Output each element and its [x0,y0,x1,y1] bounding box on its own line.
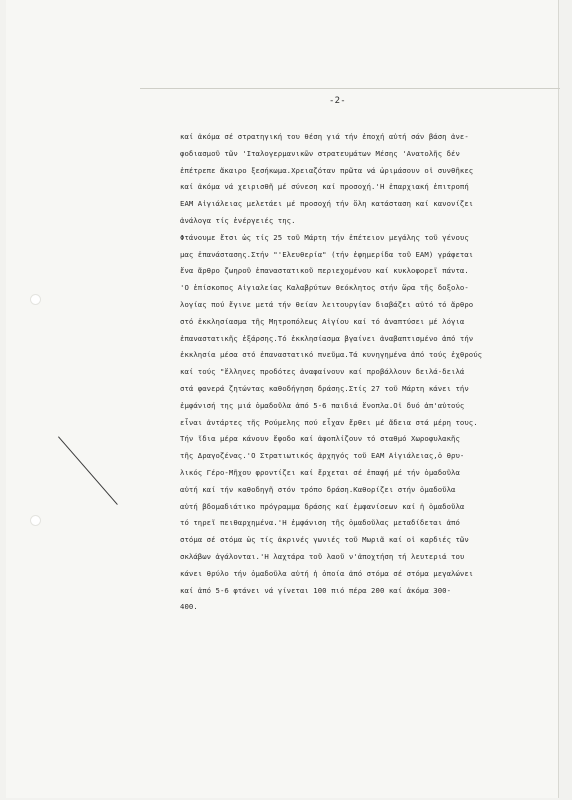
text-line: μας ἐπανάστασης.Στήν "'Ελευθερία" (τήν ἐφημερίδα τοῦ ΕΑΜ) γράφεται [180,249,474,259]
text-line: λογίας πού ἔγινε μετά τήν θείαν λειτουργίαν διαβάζει αὐτό τό ἄρθρο [180,299,474,309]
punch-hole-bottom [30,515,41,526]
text-line: Φτάνουμε ἔτσι ὡς τίς 25 τοῦ Μάρτη τήν ἐπέτειον μεγάλης τοῦ γένους [180,232,469,242]
text-line: ἐπαναστατικῆς ἐξάρσης.Τό ἐκκλησίασμα βγαίνει ἀναβαπτισμένο ἀπό τήν [180,333,474,343]
text-line: ΕΑΜ Αἰγιάλειας μελετάει μέ προσοχή τήν ὅλη κατάσταση καί κανονίζει [180,199,474,209]
text-line: ἕνα ἄρθρο ζωηροῦ ἐπαναστατικοῦ περιεχομένου καί κυκλοφορεῖ πάντα. [180,266,469,276]
text-line: στό ἐκκλησίασμα τῆς Μητροπόλεως Αἰγίου καί τό ἀναπτύσει μέ λόγια [180,316,465,326]
text-line: στόμα σέ στόμα ὡς τίς ἀκρινές γωνιές τοῦ Μωριᾶ καί οἱ καρδιές τῶν [180,535,469,545]
text-line: ἀνάλογα τίς ἐνέργειές της. [180,215,296,225]
text-line: τό τηρεῖ πειθαρχημένα.'Η ἐμφάνιση τῆς ὁμαδοῦλας μεταδίδεται ἀπό [180,518,460,528]
text-line: 'Ο ἐπίσκοπος Αἰγιαλείας Καλαβρύτων Θεόκλητος στήν ὥρα τῆς δοξολο- [180,283,469,293]
text-line: καί ἀπό 5-6 φτάνει νά γίνεται 100 πιό πέρα 200 καί ἀκόμα 300- [180,585,452,595]
text-line: σκλάβων ἀγάλονται.'Η λαχτάρα τοῦ λαοῦ ν'ἀποχτήση τή λευτεριά του [180,551,465,561]
text-line: Τήν ἴδια μέρα κάνουν ἔφοδο καί ἀφοπλίζουν τό σταθμό Χωροφυλακῆς [180,434,460,444]
text-line: καί ἀκόμα σέ στρατηγική του θέση γιά τήν ἐποχή αὐτή σάν βάση ἀνε- [180,132,469,141]
text-line: αὐτή βδομαδιάτικο πρόγραμμα δράσης καί ἐμφανίσεων καί ἡ ὁμαδοῦλα [180,501,465,511]
text-line: φοδιασμοῦ τῶν 'Ιταλογερμανικῶν στρατευμάτων Μέσης 'Ανατολῆς δέν [180,148,460,158]
typed-body-text [180,129,560,616]
page-number: -2- [329,96,346,106]
punch-hole-top [30,294,41,305]
text-line: κάνει θρύλο τήν ὁμαδοῦλα αὐτή ἡ ὁποία ἀπό στόμα σέ στόμα μεγαλώνει [180,568,474,578]
text-line: ἐκκλησία μέσα στό ἐπαναστατικό πνεῦμα.Τά κυνηγημένα ἀπό τούς ἐχθρούς [180,350,483,360]
text-line: εἶναι ἀντάρτες τῆς Ρούμελης πού εἶχαν ἔρθει μέ ἄδεια στά μέρη τους. [180,417,478,427]
paper-fold-edge [140,88,560,89]
text-line: αὐτή καί τήν καθοδηγῆ στόν τρόπο δράση.Καθορίζει στήν ὁμαδοῦλα [180,484,456,494]
text-line: λικός Γέρο-Μῆχου φροντίζει καί ἔρχεται σέ ἐπαφή μέ τήν ὁμαδοῦλα [180,467,460,477]
text-line: στά φανερά ζητώντας καθοδήγηση δράσης.Στίς 27 τοῦ Μάρτη κάνει τήν [180,383,469,393]
text-line: 400. [180,602,198,612]
text-line: τῆς Δραγοζένας.'Ο Στρατιωτικός ἀρχηγός τοῦ ΕΑΜ Αἰγιάλειας,ὁ θρυ- [180,451,465,461]
text-line: καί ἀκόμα νά χειρισθῆ μέ σύνεση καί προσοχή.'Η ἐπαρχιακή ἐπιτροπή [180,182,469,192]
text-line: ἐπέτρεπε ἄκαιρο ξεσήκωμα.Χρειαζόταν πρῶτα νά ὡριμάσουν οἱ συνθῆκες [180,165,474,175]
text-line: ἐμφάνισή της μιά ὁμαδοῦλα ἀπό 5-6 παιδιά ἔνοπλα.Οἱ δυό ἀπ'αὐτούς [180,400,465,410]
text-line: καί τούς "ἕλληνες προδότες ἀναφαίνουν καί προβάλλουν δειλά-δειλά [180,367,465,377]
